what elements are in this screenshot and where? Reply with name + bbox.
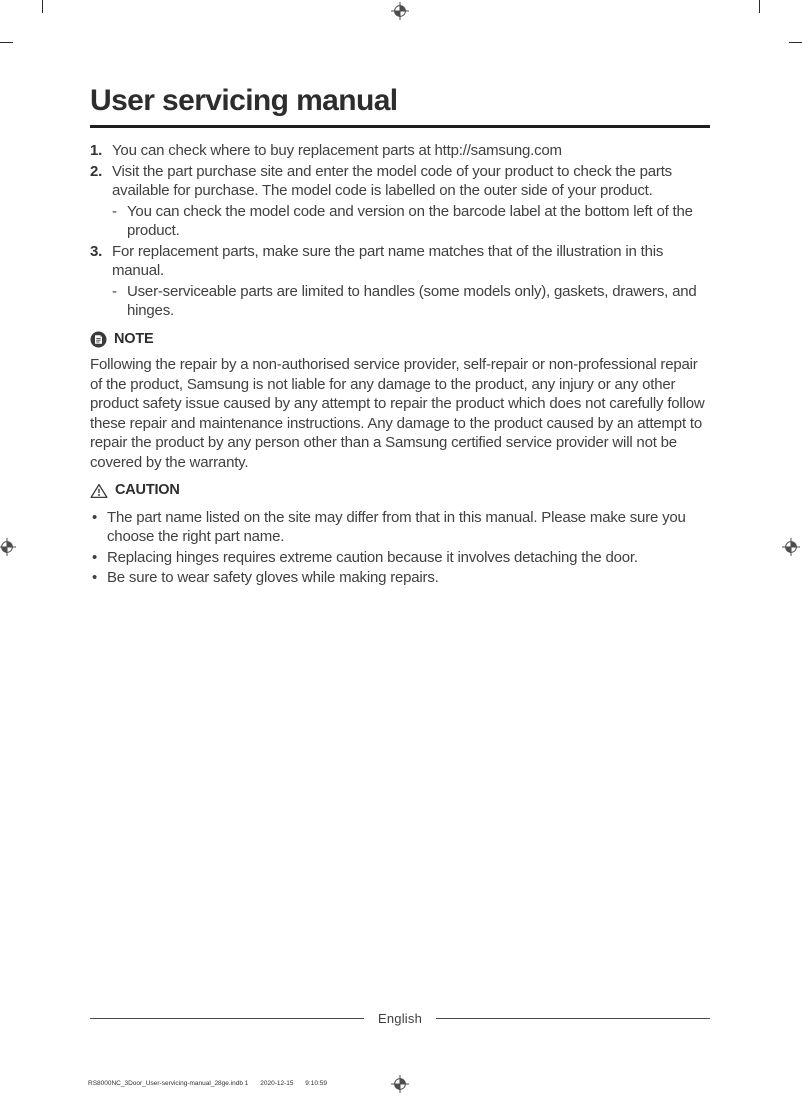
page-footer	[90, 1011, 710, 1026]
caution-header	[90, 481, 710, 501]
note-label: NOTE	[114, 330, 154, 347]
registration-mark-top	[391, 2, 409, 20]
step-2-subitem	[112, 202, 710, 241]
steps-list	[90, 141, 710, 321]
content-column	[90, 84, 710, 589]
step-3-number: 3.	[90, 242, 103, 260]
dash-marker: -	[112, 202, 117, 220]
footer-language-label: English	[377, 1011, 423, 1026]
bullet-marker: •	[92, 548, 98, 566]
page-title: User servicing manual	[90, 84, 398, 117]
crop-mark-top-left-vertical	[42, 0, 43, 13]
step-1-text: You can check where to buy replacement parts at http://samsung.com	[112, 142, 562, 159]
crop-mark-top-left-horizontal	[0, 42, 13, 43]
crop-mark-top-right-horizontal	[789, 42, 802, 43]
registration-mark-bottom	[391, 1075, 409, 1093]
dash-marker: -	[112, 282, 117, 300]
step-2-text: Visit the part purchase site and enter the model code of your product to check the parts available for purchase. The model code is labelled on the outer side of your product.	[112, 162, 672, 199]
step-1-number: 1.	[90, 142, 103, 159]
step-2-subitem-text: You can check the model code and version on the barcode label at the bottom left of the product.	[127, 202, 693, 239]
print-date: 2020-12-15	[260, 1080, 294, 1087]
step-3-subitem-text: User-serviceable parts are limited to handles (some models only), gaskets, drawers, and hinges.	[127, 282, 697, 319]
step-3-text: For replacement parts, make sure the part name matches that of the illustration in this manual.	[112, 242, 664, 279]
step-1	[90, 141, 710, 161]
warning-triangle-icon	[90, 483, 108, 499]
caution-bullet-3-text: Be sure to wear safety gloves while making repairs.	[107, 569, 439, 586]
note-header	[90, 330, 710, 350]
registration-mark-right	[782, 538, 800, 556]
step-3	[90, 242, 710, 281]
caution-label: CAUTION	[115, 482, 180, 498]
caution-bullet-3	[90, 568, 710, 588]
title-rule	[90, 125, 710, 128]
step-2	[90, 162, 710, 201]
caution-bullet-list	[90, 508, 710, 588]
print-file-name: RS8000NC_3Door_User-servicing-manual_28ge.indb 1	[88, 1080, 249, 1087]
caution-bullet-2-text: Replacing hinges requires extreme caution because it involves detaching the door.	[107, 548, 638, 566]
footer-line-right	[436, 1018, 710, 1019]
note-paragraph: Following the repair by a non-authorised service provider, self-repair or non-professional repair of the product, Samsung is not liable for any damage to the product, any injury or any other product safety issue caused by any attempt to repair the product which does not carefully follow these repair and maintenance instructions. Any damage to the product caused by an attempt to repair the product by any person other than a Samsung certified service provider will not be covered by the warranty.	[90, 356, 705, 471]
print-time: 9:10:59	[305, 1080, 327, 1087]
step-2-number: 2.	[90, 162, 103, 180]
bullet-marker: •	[92, 508, 98, 526]
bullet-marker: •	[92, 569, 98, 586]
footer-line-left	[90, 1018, 364, 1019]
crop-mark-top-right-vertical	[759, 0, 760, 13]
caution-bullet-1	[90, 508, 710, 547]
note-icon	[90, 331, 107, 348]
caution-bullet-2	[90, 548, 710, 568]
print-info	[88, 1080, 337, 1087]
caution-bullet-1-text: The part name listed on the site may differ from that in this manual. Please make sure you choose the right part name.	[107, 508, 686, 545]
registration-mark-left	[0, 538, 16, 556]
step-3-subitem	[112, 282, 710, 321]
